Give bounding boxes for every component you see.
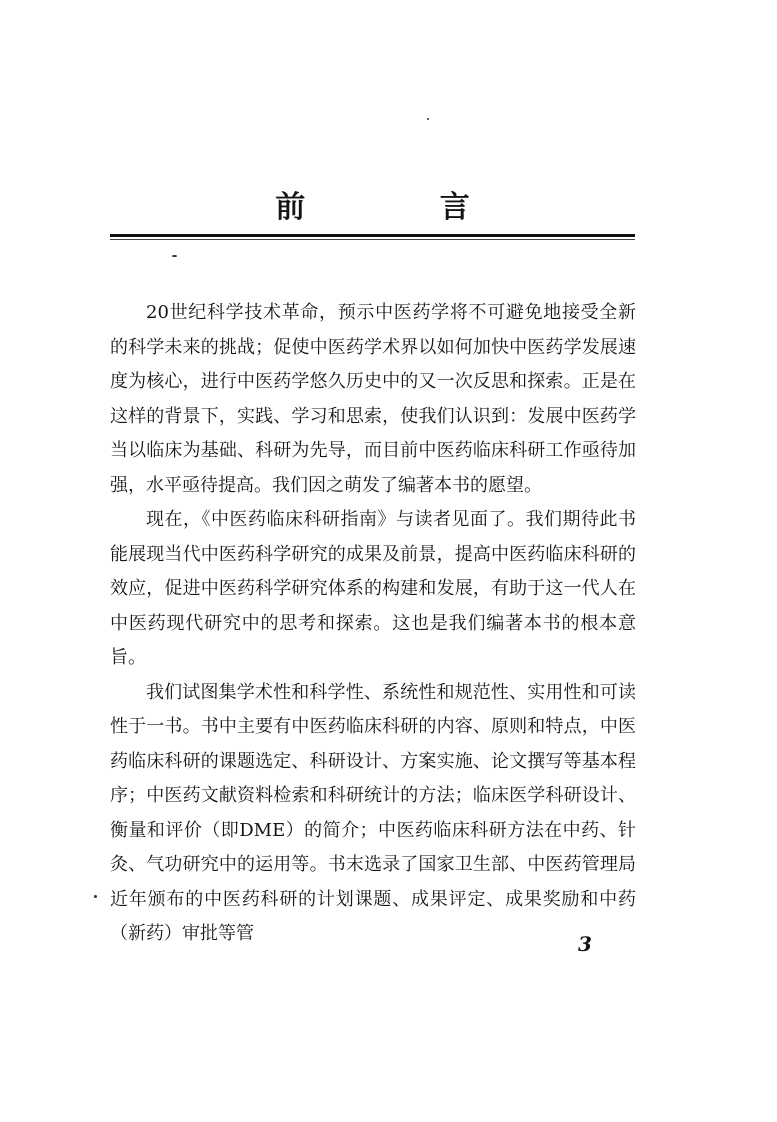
paragraph: 20世纪科学技术革命，预示中医药学将不可避免地接受全新的科学未来的挑战；促使中医药学术界以如何加快中医药学发展速度为核心，进行中医药学悠久历史中的又一次反思和探索。正是在这样的背景下，实践、学习和思索，使我们认识到：发展中医药学当以临床为基础、科研为先导，而目前中医药临床科研工作亟待加强，水平亟待提高。我们因之萌发了编著本书的愿望。 [110, 302, 636, 496]
paragraph: 现在，《中医药临床科研指南》与读者见面了。我们期待此书能展现当代中医药科学研究的成果及前景，提高中医药临床科研的效应，促进中医药科学研究体系的构建和发展，有助于这一代人在中医药现代研究中的思考和探索。这也是我们编著本书的根本意旨。 [110, 509, 636, 668]
scan-speck [427, 118, 429, 120]
scan-speck [94, 895, 97, 898]
body-text [110, 296, 636, 952]
paragraph: 我们试图集学术性和科学性、系统性和规范性、实用性和可读性于一书。书中主要有中医药临床科研的内容、原则和特点，中医药临床科研的课题选定、科研设计、方案实施、论文撰写等基本程序；中医药文献资料检索和科研统计的方法；临床医学科研设计、衡量和评价（即DME）的简介；中医药临床科研方法在中药、针灸、气功研究中的运用等。书末选录了国家卫生部、中医药管理局近年颁布的中医药科研的计划课题、成果评定、成果奖励和中药（新药）审批等管 [110, 681, 636, 944]
title-rule [110, 234, 635, 237]
page-title: 前 言 [275, 190, 532, 225]
page-number: 3 [578, 932, 592, 956]
title-rule-thin [110, 239, 635, 240]
scan-speck [172, 255, 177, 257]
